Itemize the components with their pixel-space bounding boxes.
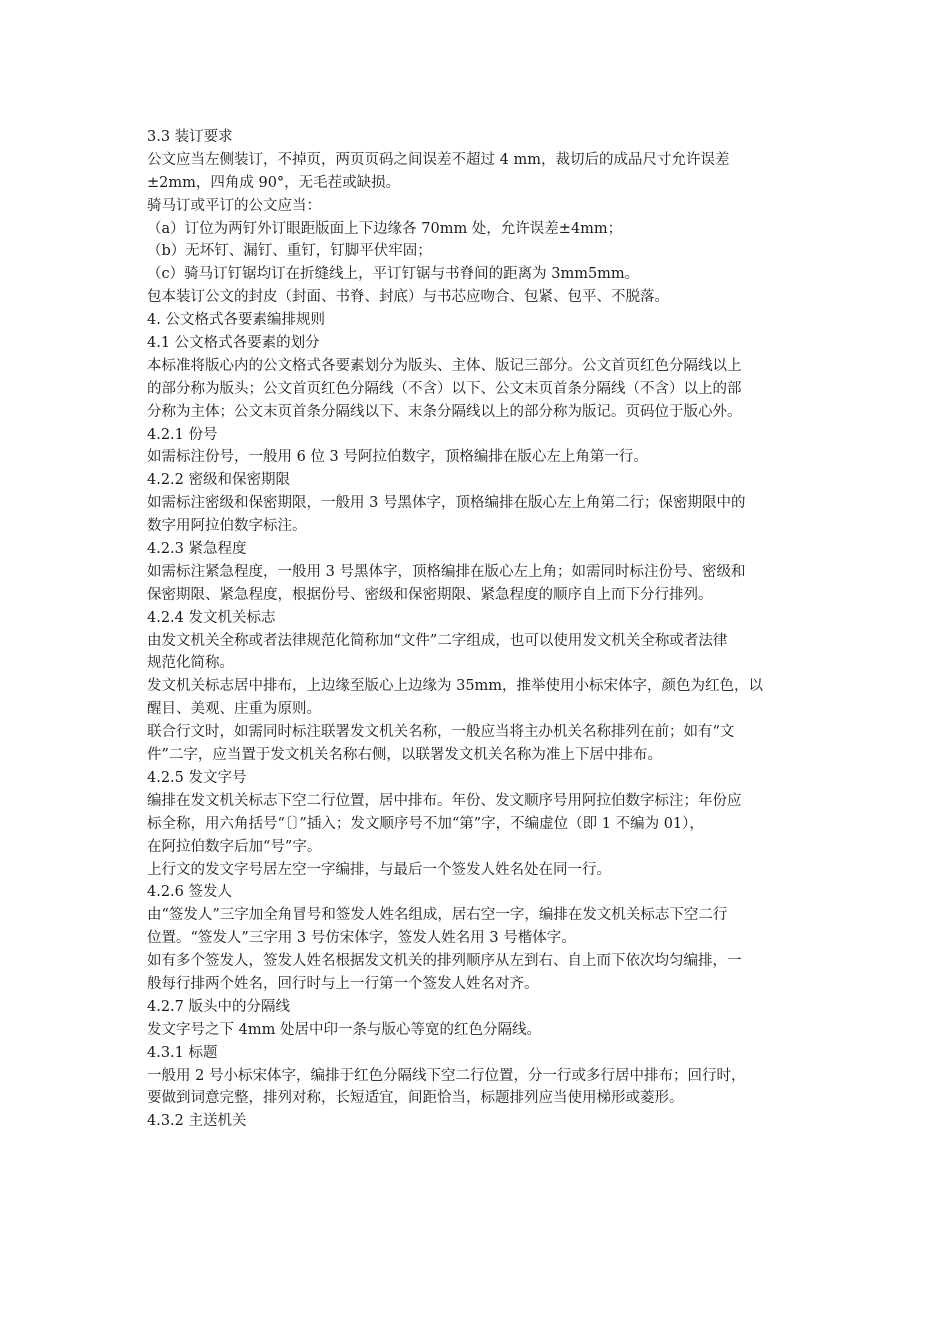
section-heading: 4.2.7 版头中的分隔线 xyxy=(147,998,291,1015)
paragraph-line: 分称为主体；公文末页首条分隔线以下、末条分隔线以上的部分称为版记。页码位于版心外。 xyxy=(147,403,742,420)
paragraph-line: 上行文的发文字号居左空一字编排，与最后一个签发人姓名处在同一行。 xyxy=(147,861,611,878)
section-heading: 4.2.4 发文机关标志 xyxy=(147,609,276,626)
paragraph-line: 由发文机关全称或者法律规范化简称加“文件”二字组成，也可以使用发文机关全称或者法律 xyxy=(147,632,728,649)
paragraph-line: 包本装订公文的封皮（封面、书脊、封底）与书芯应吻合、包紧、包平、不脱落。 xyxy=(147,289,669,306)
section-heading: 4.2.3 紧急程度 xyxy=(147,541,247,558)
paragraph-line: 在阿拉伯数字后加“号”字。 xyxy=(147,838,322,855)
section-heading: 4.2.6 签发人 xyxy=(147,884,233,901)
paragraph-line: 件”二字，应当置于发文机关名称右侧，以联署发文机关名称为准上下居中排布。 xyxy=(147,747,662,764)
paragraph-line: 数字用阿拉伯数字标注。 xyxy=(147,518,307,535)
section-heading: 4. 公文格式各要素编排规则 xyxy=(147,312,325,329)
paragraph-line: 如有多个签发人，签发人姓名根据发文机关的排列顺序从左到右、自上而下依次均匀编排，一 xyxy=(147,953,742,970)
paragraph-line: 如需标注份号，一般用 6 位 3 号阿拉伯数字，顶格编排在版心左上角第一行。 xyxy=(147,449,648,466)
paragraph-line: 本标准将版心内的公文格式各要素划分为版头、主体、版记三部分。公文首页红色分隔线以上 xyxy=(147,357,742,374)
section-heading: 4.2.2 密级和保密期限 xyxy=(147,472,291,489)
section-heading: 4.1 公文格式各要素的划分 xyxy=(147,335,320,352)
paragraph-line: 由“签发人”三字加全角冒号和签发人姓名组成，居右空一字，编排在发文机关标志下空二行 xyxy=(147,907,728,924)
paragraph-line: 位置。“签发人”三字用 3 号仿宋体字，签发人姓名用 3 号楷体字。 xyxy=(147,930,576,947)
paragraph-line: ±2mm，四角成 90°，无毛茬或缺损。 xyxy=(147,174,401,191)
document-body xyxy=(147,126,807,1133)
paragraph-line: 般每行排两个姓名，回行时与上一行第一个签发人姓名对齐。 xyxy=(147,975,539,992)
paragraph-line: 要做到词意完整，排列对称，长短适宜，间距恰当，标题排列应当使用梯形或菱形。 xyxy=(147,1090,684,1107)
list-item: （b）无坏钉、漏钉、重钉，钉脚平伏牢固； xyxy=(147,243,432,260)
paragraph-line: 发文字号之下 4mm 处居中印一条与版心等宽的红色分隔线。 xyxy=(147,1021,541,1038)
paragraph-line: 醒目、美观、庄重为原则。 xyxy=(147,701,321,718)
section-heading: 4.2.1 份号 xyxy=(147,426,218,443)
paragraph-line: 规范化简称。 xyxy=(147,655,234,672)
section-heading: 4.3.1 标题 xyxy=(147,1044,218,1061)
list-item: （c）骑马订钉锯均订在折缝线上，平订钉锯与书脊间的距离为 3mm5mm。 xyxy=(147,266,640,283)
paragraph-line: 发文机关标志居中排布，上边缘至版心上边缘为 35mm，推举使用小标宋体字，颜色为红色，以 xyxy=(147,678,764,695)
paragraph-line: 公文应当左侧装订，不掉页，两页页码之间误差不超过 4 mm，裁切后的成品尺寸允许误差 xyxy=(147,151,730,168)
paragraph-line: 编排在发文机关标志下空二行位置，居中排布。年份、发文顺序号用阿拉伯数字标注；年份应 xyxy=(147,792,742,809)
paragraph-line: 标全称，用六角括号“〔〕”插入；发文顺序号不加“第”字，不编虚位（即 1 不编为 01）， xyxy=(147,815,704,832)
section-heading: 4.2.5 发文字号 xyxy=(147,769,247,786)
section-heading: 4.3.2 主送机关 xyxy=(147,1113,247,1130)
paragraph-line: 如需标注紧急程度，一般用 3 号黑体字，顶格编排在版心左上角；如需同时标注份号、密级和 xyxy=(147,563,746,580)
paragraph-line: 的部分称为版头；公文首页红色分隔线（不含）以下、公文末页首条分隔线（不含）以上的部 xyxy=(147,380,742,397)
paragraph-line: 如需标注密级和保密期限，一般用 3 号黑体字，顶格编排在版心左上角第二行；保密期限中的 xyxy=(147,495,746,512)
paragraph-line: 一般用 2 号小标宋体字，编排于红色分隔线下空二行位置，分一行或多行居中排布；回行时， xyxy=(147,1067,746,1084)
paragraph-line: 骑马订或平订的公文应当： xyxy=(147,197,321,214)
list-item: （a）订位为两钉外订眼距版面上下边缘各 70mm 处，允许误差±4mm； xyxy=(147,220,623,237)
paragraph-line: 联合行文时，如需同时标注联署发文机关名称，一般应当将主办机关名称排列在前；如有“文 xyxy=(147,724,735,741)
paragraph-line: 保密期限、紧急程度，根据份号、密级和保密期限、紧急程度的顺序自上而下分行排列。 xyxy=(147,586,713,603)
section-heading: 3.3 装订要求 xyxy=(147,129,233,145)
